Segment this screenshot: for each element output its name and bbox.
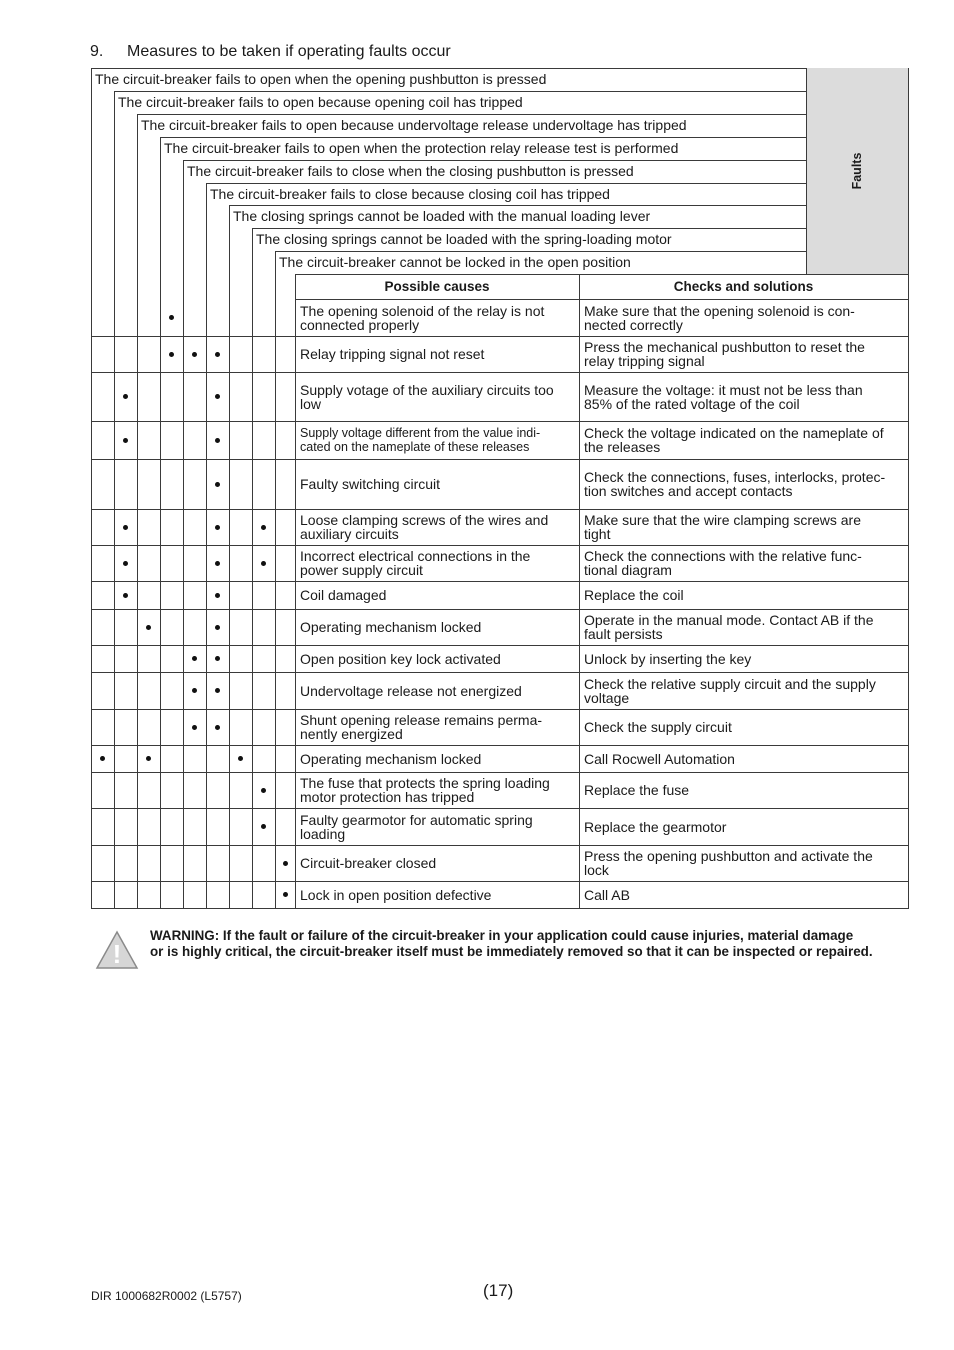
fault-header-rule — [229, 205, 807, 206]
section-number: 9. — [90, 43, 104, 60]
warning-line-2: or is highly critical, the circuit-breaker itself must be immediately removed so that it can be inspected or repaired. — [150, 944, 873, 959]
fault-mark-dot — [215, 525, 220, 530]
faults-box-rule — [806, 68, 807, 275]
check-solution-cell: Replace the gearmotor — [584, 818, 727, 835]
table-row — [91, 509, 908, 545]
table-row — [91, 845, 908, 881]
checks-solutions-header: Checks and solutions — [673, 279, 814, 294]
fault-troubleshooting-table — [91, 68, 908, 908]
possible-cause-cell: Operating mechanism locked — [300, 750, 482, 767]
table-row — [91, 299, 908, 336]
table-top-rule — [91, 68, 807, 69]
section-title: Measures to be taken if operating faults occur — [127, 43, 451, 60]
warning-message — [150, 928, 908, 960]
possible-cause-cell: Open position key lock activated — [300, 650, 501, 667]
fault-mark-dot — [192, 688, 197, 693]
fault-mark-dot — [123, 525, 128, 530]
table-row — [91, 372, 908, 421]
fault-mark-dot — [215, 725, 220, 730]
table-row — [91, 645, 908, 672]
table-right-rule — [908, 68, 909, 909]
table-row — [91, 581, 908, 609]
fault-mark-dot — [169, 315, 174, 320]
fault-mark-dot — [215, 482, 220, 487]
fault-mark-dot — [215, 688, 220, 693]
fault-mark-dot — [192, 725, 197, 730]
check-solution-cell: Unlock by inserting the key — [584, 650, 752, 667]
possible-cause-cell: The fuse that protects the spring loading motor protection has tripped — [300, 775, 550, 805]
table-row — [91, 672, 908, 709]
fault-mark-dot — [123, 593, 128, 598]
fault-mark-dot — [215, 561, 220, 566]
fault-mark-dot — [169, 352, 174, 357]
possible-cause-cell: Coil damaged — [300, 587, 387, 603]
fault-mark-dot — [192, 656, 197, 661]
fault-mark-dot — [283, 892, 288, 897]
fault-condition-label: The circuit-breaker fails to close because closing coil has tripped — [210, 186, 610, 202]
possible-cause-cell: Faulty switching circuit — [300, 476, 441, 492]
fault-condition-label: The circuit-breaker fails to open when the opening pushbutton is pressed — [95, 71, 547, 87]
possible-cause-cell: Lock in open position defective — [300, 886, 492, 903]
check-solution-cell: Check the connections with the relative func- tional diagram — [584, 548, 862, 578]
possible-cause-cell: Shunt opening release remains perma- nently energized — [300, 712, 543, 742]
check-solution-cell: Measure the voltage: it must not be less than 85% of the rated voltage of the coil — [584, 381, 863, 412]
fault-mark-dot — [146, 625, 151, 630]
check-solution-cell: Check the relative supply circuit and the supply voltage — [584, 675, 876, 706]
warning-line-1: WARNING: If the fault or failure of the circuit-breaker in your application could cause injuries, material damage — [150, 928, 854, 943]
fault-condition-label: The closing springs cannot be loaded with the manual loading lever — [233, 208, 651, 224]
fault-header-rule — [137, 114, 807, 115]
table-row — [91, 808, 908, 845]
possible-cause-cell: Supply votage of the auxiliary circuits too low — [300, 381, 554, 412]
warning-triangle-icon — [95, 930, 139, 970]
section-heading — [90, 43, 451, 61]
table-bottom-rule — [91, 908, 909, 909]
possible-cause-cell: Circuit-breaker closed — [300, 855, 437, 871]
fault-mark-dot — [261, 561, 266, 566]
page-number: (17) — [483, 1281, 514, 1300]
fault-header-rule — [295, 274, 909, 275]
possible-cause-cell: Undervoltage release not energized — [300, 682, 522, 699]
table-row — [91, 545, 908, 581]
fault-condition-label: The circuit-breaker cannot be locked in the open position — [279, 254, 631, 270]
table-row — [91, 336, 908, 372]
fault-mark-dot — [123, 438, 128, 443]
fault-condition-label: The circuit-breaker fails to open when the protection relay release test is performed — [164, 140, 679, 156]
fault-condition-label: The closing springs cannot be loaded with the spring-loading motor — [256, 231, 672, 247]
check-solution-cell: Check the supply circuit — [584, 719, 732, 735]
check-solution-cell: Replace the fuse — [584, 782, 690, 798]
fault-mark-dot — [146, 756, 151, 761]
fault-condition-label: The circuit-breaker fails to open because opening coil has tripped — [118, 94, 523, 110]
table-row — [91, 421, 908, 459]
possible-cause-cell: Faulty gearmotor for automatic spring loading — [300, 811, 533, 842]
check-solution-cell: Check the voltage indicated on the nameplate of the releases — [584, 425, 884, 455]
fault-header-rule — [160, 137, 807, 138]
table-row — [91, 772, 908, 808]
fault-mark-dot — [215, 625, 220, 630]
table-row — [91, 745, 908, 772]
fault-header-rule — [114, 91, 807, 92]
fault-header-rule — [183, 160, 807, 161]
faults-header-label: Faults — [850, 152, 864, 190]
possible-cause-cell: Operating mechanism locked — [300, 619, 482, 635]
fault-condition-label: The circuit-breaker fails to close when the closing pushbutton is pressed — [187, 163, 634, 179]
possible-cause-cell: Incorrect electrical connections in the power supply circuit — [300, 548, 531, 578]
fault-condition-label: The circuit-breaker fails to open because undervoltage release undervoltage has tripped — [141, 117, 687, 133]
fault-mark-dot — [192, 352, 197, 357]
fault-mark-dot — [215, 352, 220, 357]
check-solution-cell: Operate in the manual mode. Contact AB if the fault persists — [584, 612, 874, 642]
fault-mark-dot — [215, 438, 220, 443]
check-solution-cell: Press the mechanical pushbutton to reset the relay tripping signal — [584, 339, 865, 369]
fault-mark-dot — [215, 394, 220, 399]
document-code: DIR 1000682R0002 (L5757) — [91, 1289, 242, 1303]
svg-text:!: ! — [112, 939, 122, 969]
check-solution-cell: Make sure that the wire clamping screws are tight — [584, 512, 861, 542]
fault-header-rule — [275, 251, 807, 252]
fault-mark-dot — [123, 394, 128, 399]
fault-mark-dot — [261, 788, 266, 793]
fault-mark-dot — [215, 656, 220, 661]
check-solution-cell: Replace the coil — [584, 587, 684, 603]
possible-cause-cell: Supply voltage different from the value indi- cated on the nameplate of these releases — [300, 426, 541, 454]
table-row — [91, 459, 908, 509]
check-solution-cell: Call AB — [584, 886, 630, 903]
fault-header-rule — [252, 228, 807, 229]
fault-mark-dot — [283, 861, 288, 866]
possible-cause-cell: Relay tripping signal not reset — [300, 346, 485, 362]
check-solution-cell: Check the connections, fuses, interlocks, protec- tion switches and accept contacts — [584, 469, 886, 499]
fault-mark-dot — [123, 561, 128, 566]
table-row — [91, 881, 908, 908]
table-row — [91, 609, 908, 645]
check-solution-cell: Press the opening pushbutton and activate the lock — [584, 848, 873, 878]
possible-causes-header: Possible causes — [384, 279, 490, 294]
fault-mark-dot — [100, 756, 105, 761]
fault-mark-dot — [261, 824, 266, 829]
fault-mark-dot — [261, 525, 266, 530]
check-solution-cell: Call Rocwell Automation — [584, 750, 735, 767]
check-solution-cell: Make sure that the opening solenoid is con- nected correctly — [584, 302, 855, 333]
possible-cause-cell: The opening solenoid of the relay is not connected properly — [300, 302, 545, 333]
fault-mark-dot — [238, 756, 243, 761]
possible-cause-cell: Loose clamping screws of the wires and auxiliary circuits — [300, 512, 549, 542]
table-row — [91, 709, 908, 745]
fault-mark-dot — [215, 593, 220, 598]
fault-header-rule — [206, 183, 807, 184]
